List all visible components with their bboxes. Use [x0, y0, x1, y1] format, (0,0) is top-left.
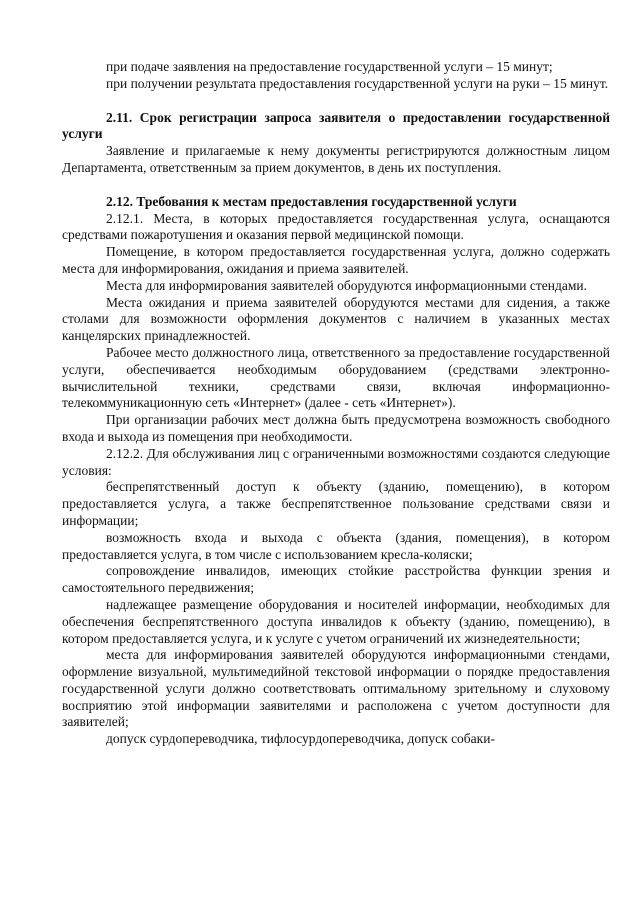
paragraph: Рабочее место должностного лица, ответственного за предоставление государственной услуги, обеспечивается необходимым оборудованием (средствами электронно-вычислительной техники, средствами связи, включая информационно-телекоммуникационную сеть «Интернет» (далее - сеть «Интернет»).	[62, 344, 610, 411]
paragraph: Заявление и прилагаемые к нему документы регистрируются должностным лицом Департамента, ответственным за прием документов, в день их поступления.	[62, 143, 610, 175]
paragraph: 2.12.2. Для обслуживания лиц с ограниченными возможностями создаются следующие условия:	[62, 445, 610, 478]
list-item: возможность входа и выхода с объекта (здания, помещения), в котором предоставляется услуга, в том числе с использованием кресла-коляски;	[62, 529, 610, 562]
paragraph: Места ожидания и приема заявителей оборудуются местами для сидения, а также столами для возможности оформления документов с наличием в указанных местах канцелярских принадлежностей.	[62, 294, 610, 344]
section-heading-2-11: 2.11. Срок регистрации запроса заявителя о предоставлении государственной услуги	[62, 109, 610, 142]
paragraph: при получении результата предоставления государственной услуги на руки – 15 минут.	[106, 75, 609, 91]
list-item: беспрепятственный доступ к объекту (зданию, помещению), в котором предоставляется услуга, а также беспрепятственное пользование средствами связи и информации;	[62, 479, 610, 528]
paragraph: 2.12.1. Места, в которых предоставляется государственная услуга, оснащаются средствами пожаротушения и оказания первой медицинской помощи.	[62, 210, 610, 243]
document-page	[62, 59, 610, 748]
paragraph: при подаче заявления на предоставление государственной услуги – 15 минут;	[106, 59, 553, 74]
paragraph: Помещение, в котором предоставляется государственная услуга, должно содержать места для информирования, ожидания и приема заявителей.	[62, 244, 610, 276]
list-item: допуск сурдопереводчика, тифлосурдопереводчика, допуск собаки-	[106, 731, 495, 747]
section-heading-2-12: 2.12. Требования к местам предоставления государственной услуги	[106, 193, 517, 209]
list-item: надлежащее размещение оборудования и носителей информации, необходимых для обеспечения беспрепятственного доступа инвалидов к объекту (зданию, помещению), в котором предоставляется услуга, и к услуге с учетом ограничений их жизнедеятельности;	[62, 596, 610, 646]
paragraph: При организации рабочих мест должна быть предусмотрена возможность свободного входа и выхода из помещения при необходимости.	[62, 412, 610, 444]
paragraph: Места для информирования заявителей оборудуются информационными стендами.	[106, 277, 588, 293]
list-item: сопровождение инвалидов, имеющих стойкие расстройства функции зрения и самостоятельного передвижения;	[62, 563, 610, 596]
list-item: места для информирования заявителей оборудуются информационными стендами, оформление визуальной, мультимедийной текстовой информации о порядке предоставления государственной услуги должно соответствовать оптимальному зрительному и слуховому восприятию этой информации заявителями и расположена с учетом доступности для заявителей;	[62, 647, 610, 730]
